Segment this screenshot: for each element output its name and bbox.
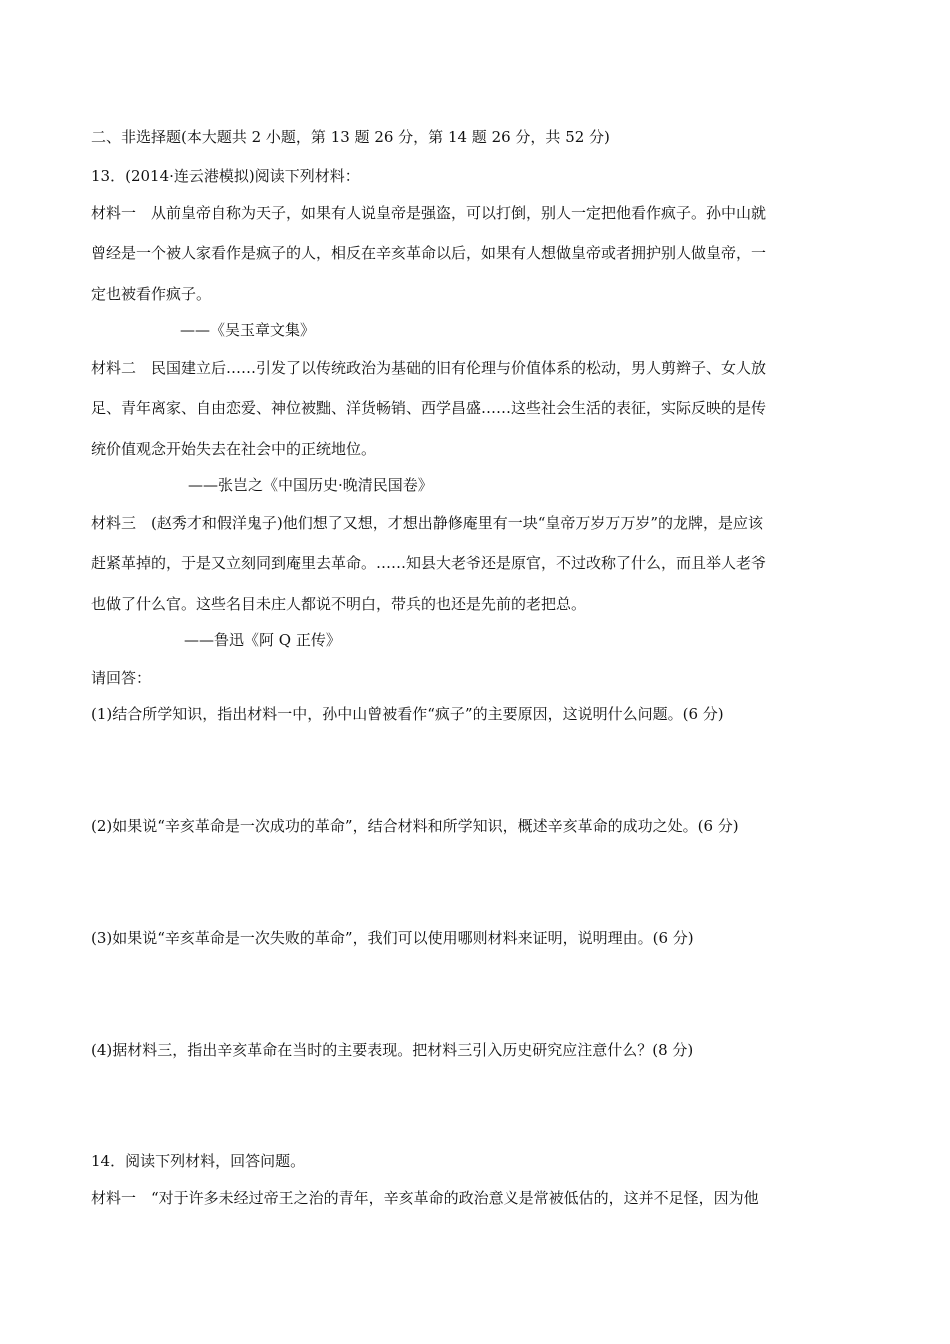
material-3-line-3: 也做了什么官。这些名目未庄人都说不明白，带兵的也还是先前的老把总。 xyxy=(91,595,587,613)
material-2-source: ——张岂之《中国历史·晚清民国卷》 xyxy=(188,476,433,494)
question-14-title: 14．阅读下列材料，回答问题。 xyxy=(91,1152,306,1170)
material-2-line-2: 足、青年离家、自由恋爱、神位被黜、洋货畅销、西学昌盛……这些社会生活的表征，实际反映的是传 xyxy=(91,399,767,417)
material-3-line-2: 赶紧革掉的，于是又立刻同到庵里去革命。……知县大老爷还是原官，不过改称了什么，而且举人老爷 xyxy=(91,554,767,572)
material-1-line-2: 曾经是一个被人家看作是疯子的人，相反在辛亥革命以后，如果有人想做皇帝或者拥护别人做皇帝，一 xyxy=(91,244,767,262)
question-14-material-1: 材料一 “对于许多未经过帝王之治的青年，辛亥革命的政治意义是常被低估的，这并不足怪，因为他 xyxy=(91,1189,759,1207)
material-1-line-1: 材料一 从前皇帝自称为天子，如果有人说皇帝是强盗，可以打倒，别人一定把他看作疯子。孙中山就 xyxy=(91,204,767,222)
sub-question-4: (4)据材料三，指出辛亥革命在当时的主要表现。把材料三引入历史研究应注意什么？(8 分) xyxy=(91,1041,694,1059)
section-header: 二、非选择题(本大题共 2 小题，第 13 题 26 分，第 14 题 26 分，共 52 分) xyxy=(91,128,610,146)
answer-prompt: 请回答： xyxy=(91,669,152,687)
material-1-line-3: 定也被看作疯子。 xyxy=(91,285,212,303)
material-3-line-1: 材料三 (赵秀才和假洋鬼子)他们想了又想，才想出静修庵里有一块“皇帝万岁万万岁”的龙牌，是应该 xyxy=(91,514,764,532)
material-1-source: ——《吴玉章文集》 xyxy=(180,321,316,339)
sub-question-2: (2)如果说“辛亥革命是一次成功的革命”，结合材料和所学知识，概述辛亥革命的成功之处。(6 分) xyxy=(91,817,739,835)
material-2-line-3: 统价值观念开始失去在社会中的正统地位。 xyxy=(91,440,377,458)
sub-question-3: (3)如果说“辛亥革命是一次失败的革命”，我们可以使用哪则材料来证明，说明理由。(6 分) xyxy=(91,929,694,947)
sub-question-1: (1)结合所学知识，指出材料一中，孙中山曾被看作“疯子”的主要原因，这说明什么问题。(6 分) xyxy=(91,705,724,723)
material-3-source: ——鲁迅《阿 Q 正传》 xyxy=(184,631,341,649)
question-13-title: 13．(2014·连云港模拟)阅读下列材料： xyxy=(91,167,360,185)
material-2-line-1: 材料二 民国建立后……引发了以传统政治为基础的旧有伦理与价值体系的松动，男人剪辫子、女人放 xyxy=(91,359,767,377)
